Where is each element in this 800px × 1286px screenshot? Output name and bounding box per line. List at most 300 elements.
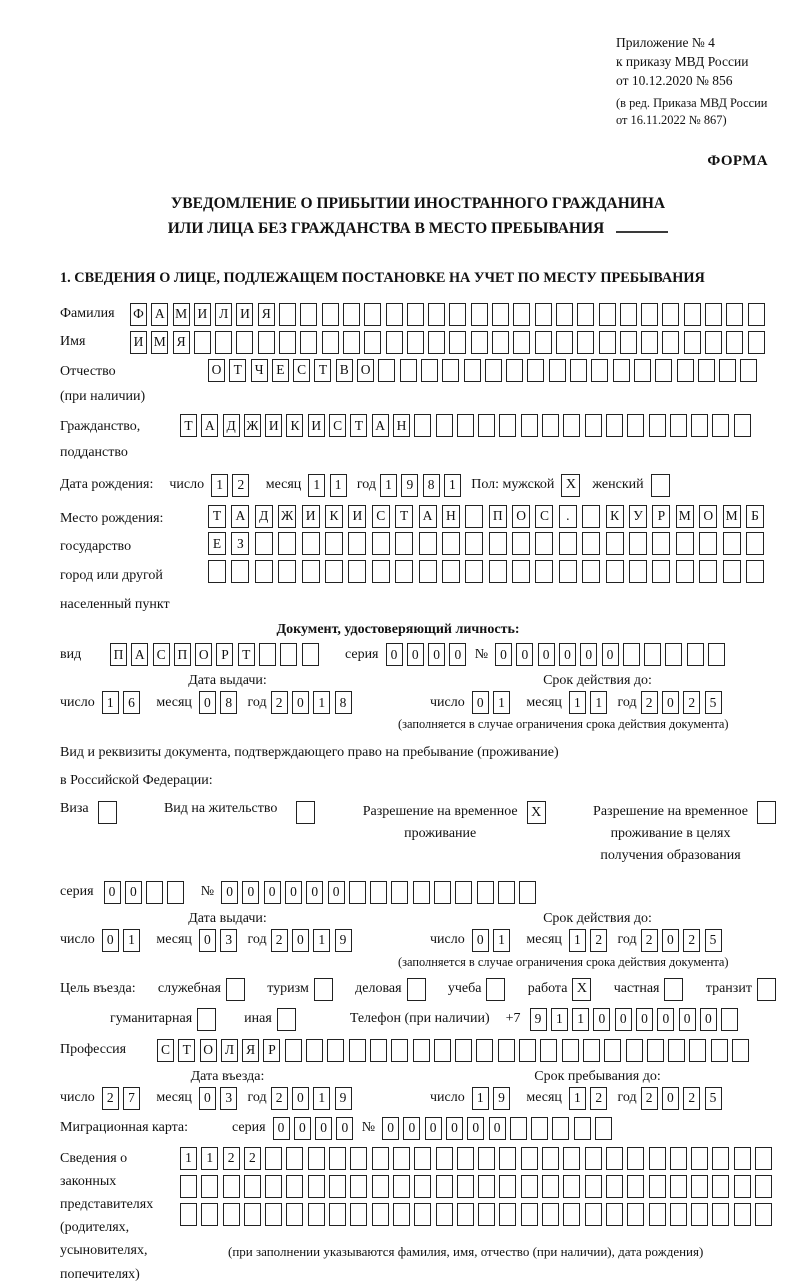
month-label: месяц [526,1090,562,1106]
char-cell: 0 [102,929,119,952]
char-cell: 2 [232,474,249,497]
char-cell: П [489,505,507,528]
gender-male-checkbox: X [561,474,580,497]
char-cell [552,1117,569,1140]
char-cell [386,303,403,326]
char-cell [413,881,430,904]
char-cell [734,414,751,437]
identity-doc-valid-date [430,691,765,714]
char-cell: У [629,505,647,528]
char-cell: И [308,414,325,437]
year-label: год [247,694,267,710]
identity-doc-series-cells [386,643,471,666]
char-cell: И [348,505,366,528]
year-label: год [617,1090,637,1106]
char-cell: 1 [313,1087,330,1110]
char-cell: Т [180,414,197,437]
birth-place-label-line4: населенный пункт [60,596,170,612]
char-cell [223,1203,240,1226]
birth-month-cells [308,474,351,497]
char-cell [265,1175,282,1198]
char-cell: 0 [472,929,489,952]
char-cell: 2 [641,1087,658,1110]
char-cell [535,532,553,555]
month-label: месяц [156,1090,192,1106]
birth-day-cells [211,474,254,497]
day-cells [102,1087,145,1110]
char-cell [655,359,672,382]
char-cell [428,303,445,326]
purpose-other [244,1008,296,1031]
char-cell [498,1039,515,1062]
char-cell: 0 [580,643,597,666]
char-cell: С [293,359,310,382]
char-cell [676,560,694,583]
char-cell [562,1039,579,1062]
char-cell [236,331,253,354]
char-cell [535,560,553,583]
char-cell [400,359,417,382]
birth-place-label-line3: город или другой [60,568,163,584]
char-cell [201,1203,218,1226]
birth-year-label: год [356,477,377,493]
char-cell: 1 [211,474,228,497]
char-cell [705,303,722,326]
residence-doc-series-label: серия [60,884,94,900]
char-cell [300,331,317,354]
char-cell: 9 [401,474,418,497]
purpose-tourism-label: туризм [267,981,309,997]
char-cell [255,532,273,555]
char-cell: 0 [662,1087,679,1110]
char-cell [372,532,390,555]
identity-doc-type-label: вид [60,646,82,662]
char-cell [626,1039,643,1062]
char-cell [492,331,509,354]
visit-purpose-row [60,978,776,1001]
char-cell: И [194,303,211,326]
char-cell [521,1147,538,1170]
char-cell [255,560,273,583]
char-cell [556,331,573,354]
char-cell [372,1175,389,1198]
residence-doc-number-label: № [200,884,215,900]
char-cell [606,1147,623,1170]
char-cell [559,560,577,583]
day-label: число [430,694,465,710]
year-cells [271,691,356,714]
purpose-private [614,978,684,1001]
day-cells [102,691,145,714]
char-cell [449,331,466,354]
birth-place-cells-row1 [208,505,769,528]
char-cell [563,1175,580,1198]
day-cells [472,929,515,952]
char-cell: 5 [705,1087,722,1110]
residence-doc-issue-heading: Дата выдачи: [188,910,267,926]
year-cells [271,929,356,952]
char-cell [259,643,276,666]
edu-permit-label-line2: проживание в целях [610,826,731,842]
purpose-business [355,978,425,1001]
char-cell [585,1147,602,1170]
purpose-work-checkbox: X [572,978,591,1001]
char-cell: 1 [123,929,140,952]
char-cell [265,1203,282,1226]
representatives-cells-row2 [180,1175,776,1198]
name-cells [130,331,769,354]
citizenship-label [60,414,180,464]
char-cell [413,1039,430,1062]
char-cell [489,560,507,583]
char-cell [531,1117,548,1140]
gender-female-checkbox [651,474,670,497]
char-cell [519,1039,536,1062]
char-cell [519,881,536,904]
char-cell: Л [221,1039,238,1062]
char-cell: 2 [590,929,607,952]
patronymic-label-line2: (при наличии) [60,389,146,405]
representatives-block [60,1147,776,1286]
char-cell: Б [746,505,764,528]
citizenship-label-line2: подданство [60,444,128,460]
char-cell: А [231,505,249,528]
char-cell: И [130,331,147,354]
char-cell [308,1203,325,1226]
stay-until-heading: Срок пребывания до: [534,1068,661,1084]
char-cell [419,560,437,583]
entry-date-headings [60,1069,776,1085]
char-cell: 0 [559,643,576,666]
appendix-line-1: Приложение № 4 [616,35,715,50]
revision-block [616,95,776,130]
char-cell [691,1203,708,1226]
char-cell: 0 [615,1008,632,1031]
char-cell [746,532,764,555]
char-cell [711,1039,728,1062]
char-cell [705,331,722,354]
char-cell [436,414,453,437]
char-cell: 0 [407,643,424,666]
representatives-label-line1: Сведения о [60,1150,128,1166]
migration-card-row [60,1117,776,1140]
char-cell [634,359,651,382]
char-cell [428,331,445,354]
char-cell [436,1147,453,1170]
char-cell [755,1203,772,1226]
char-cell [455,1039,472,1062]
birth-place-label [60,505,208,620]
visa-label: Виза [60,801,89,817]
char-cell: Т [229,359,246,382]
char-cell [457,414,474,437]
char-cell [286,1203,303,1226]
purpose-work-label: работа [527,981,568,997]
day-cells [472,1087,515,1110]
birth-month-label: месяц [265,477,302,493]
char-cell: 0 [264,881,281,904]
char-cell [755,1147,772,1170]
char-cell [627,1175,644,1198]
char-cell [670,414,687,437]
char-cell: 0 [403,1117,420,1140]
char-cell [506,359,523,382]
visa-checkbox [98,801,117,824]
char-cell: 1 [180,1147,197,1170]
month-cells [199,929,242,952]
char-cell [302,643,319,666]
purpose-transit [706,978,776,1001]
day-label: число [60,1090,95,1106]
char-cell [278,560,296,583]
char-cell [442,560,460,583]
char-cell [689,1039,706,1062]
visit-purpose-row2 [110,1008,776,1031]
char-cell [599,303,616,326]
char-cell [585,1203,602,1226]
char-cell [627,414,644,437]
char-cell [327,1039,344,1062]
birth-place-label-line1: Место рождения: [60,510,164,526]
char-cell [540,1039,557,1062]
char-cell [465,532,483,555]
char-cell [513,331,530,354]
residence-doc-date-headings [60,911,776,927]
day-label: число [430,932,465,948]
char-cell: 0 [273,1117,290,1140]
birth-place-label-line2: государство [60,539,132,555]
char-cell [223,1175,240,1198]
profession-row [60,1039,776,1062]
purpose-study [448,978,506,1001]
purpose-official-checkbox [226,978,245,1001]
char-cell [349,1039,366,1062]
identity-doc-issue-date [60,691,395,714]
temp-permit-label-line1: Разрешение на временное [362,804,518,820]
char-cell [641,331,658,354]
char-cell: 0 [495,643,512,666]
day-cells [472,691,515,714]
revision-line-1: (в ред. Приказа МВД России [616,95,768,110]
char-cell [687,643,704,666]
char-cell: 0 [315,1117,332,1140]
char-cell: О [195,643,212,666]
char-cell [699,532,717,555]
char-cell: 2 [590,1087,607,1110]
char-cell: 2 [223,1147,240,1170]
edu-permit-label-line1: Разрешение на временное [593,804,748,820]
char-cell [649,1203,666,1226]
identity-doc-issue-heading: Дата выдачи: [188,673,267,689]
char-cell: 0 [292,1087,309,1110]
char-cell [499,1147,516,1170]
char-cell: 0 [425,1117,442,1140]
char-cell [665,643,682,666]
char-cell [652,532,670,555]
char-cell [512,560,530,583]
year-label: год [617,694,637,710]
char-cell [285,1039,302,1062]
char-cell [691,414,708,437]
char-cell [641,303,658,326]
char-cell: 0 [292,929,309,952]
revision-line-2: от 16.11.2022 № 867) [616,113,727,128]
identity-doc-number-label: № [474,646,489,662]
citizenship-label-line1: Гражданство, [60,419,141,435]
purpose-business-label: деловая [355,981,402,997]
char-cell [476,1039,493,1062]
birth-day-label: число [169,477,205,493]
char-cell: 1 [569,691,586,714]
char-cell: К [325,505,343,528]
char-cell: Ж [244,414,261,437]
char-cell [308,1147,325,1170]
char-cell [723,560,741,583]
char-cell [414,1203,431,1226]
char-cell [370,881,387,904]
char-cell: Т [314,359,331,382]
patronymic-row [60,359,776,409]
char-cell: И [236,303,253,326]
char-cell [606,1203,623,1226]
char-cell: Н [393,414,410,437]
char-cell: 9 [493,1087,510,1110]
char-cell: 2 [641,691,658,714]
char-cell: 0 [199,1087,216,1110]
char-cell [582,560,600,583]
char-cell [563,1147,580,1170]
purpose-study-label: учеба [447,981,482,997]
char-cell: Т [395,505,413,528]
temp-permit-label [363,801,518,844]
char-cell [180,1175,197,1198]
month-cells [569,929,612,952]
char-cell [563,414,580,437]
char-cell [691,1175,708,1198]
char-cell [721,1008,738,1031]
char-cell [691,1147,708,1170]
phone-cells [530,1008,743,1031]
char-cell: О [699,505,717,528]
year-label: год [617,932,637,948]
char-cell [329,1203,346,1226]
char-cell [436,1175,453,1198]
char-cell [348,560,366,583]
char-cell [457,1175,474,1198]
representatives-label-line5: усыновителях, [60,1243,148,1259]
char-cell: 0 [489,1117,506,1140]
char-cell [670,1175,687,1198]
char-cell [712,1147,729,1170]
residence-doc-number-cells [221,881,540,904]
char-cell [464,359,481,382]
char-cell [719,359,736,382]
char-cell [442,532,460,555]
year-cells [641,691,726,714]
char-cell: 1 [102,691,119,714]
char-cell [652,560,670,583]
char-cell: Д [223,414,240,437]
char-cell: С [153,643,170,666]
purpose-study-checkbox [486,978,505,1001]
char-cell [231,560,249,583]
char-cell [746,560,764,583]
char-cell [391,1039,408,1062]
char-cell [748,331,765,354]
char-cell [577,331,594,354]
visa-option [60,801,117,824]
char-cell [535,331,552,354]
char-cell [167,881,184,904]
char-cell [627,1147,644,1170]
char-cell [372,1147,389,1170]
char-cell: 0 [104,881,121,904]
purpose-tourism [267,978,333,1001]
char-cell [582,505,600,528]
char-cell: И [265,414,282,437]
year-cells [641,1087,726,1110]
char-cell: Ж [278,505,296,528]
char-cell [414,1175,431,1198]
char-cell: 1 [572,1008,589,1031]
identity-doc-type-cells [110,643,323,666]
day-label: число [60,932,95,948]
char-cell [599,331,616,354]
surname-row [60,303,776,326]
char-cell [457,1147,474,1170]
char-cell [623,643,640,666]
char-cell [574,1117,591,1140]
char-cell: Л [215,303,232,326]
char-cell [278,532,296,555]
residence-doc-valid-heading: Срок действия до: [543,910,652,926]
year-cells [271,1087,356,1110]
char-cell [499,1203,516,1226]
purpose-business-checkbox [407,978,426,1001]
appendix-block [616,34,776,129]
representatives-cells-row3 [180,1203,776,1226]
char-cell: 9 [530,1008,547,1031]
migration-card-number-cells [382,1117,616,1140]
char-cell [613,359,630,382]
char-cell: 0 [636,1008,653,1031]
purpose-humanitarian [110,1008,216,1031]
gender-female-label: женский [592,477,644,493]
purpose-official-label: служебная [157,981,221,997]
char-cell: О [512,505,530,528]
char-cell [395,560,413,583]
char-cell [684,331,701,354]
char-cell [510,1117,527,1140]
identity-doc-dates-row [60,691,776,714]
char-cell: П [110,643,127,666]
char-cell [595,1117,612,1140]
char-cell [436,1203,453,1226]
char-cell: 2 [102,1087,119,1110]
char-cell [421,359,438,382]
edu-permit-label [593,801,748,866]
char-cell [372,560,390,583]
residence-doc-valid-date [430,929,765,952]
char-cell [322,331,339,354]
char-cell: 0 [306,881,323,904]
char-cell: А [151,303,168,326]
char-cell: 0 [386,643,403,666]
char-cell [455,881,472,904]
char-cell: 2 [271,1087,288,1110]
year-label: год [247,932,267,948]
char-cell [513,303,530,326]
